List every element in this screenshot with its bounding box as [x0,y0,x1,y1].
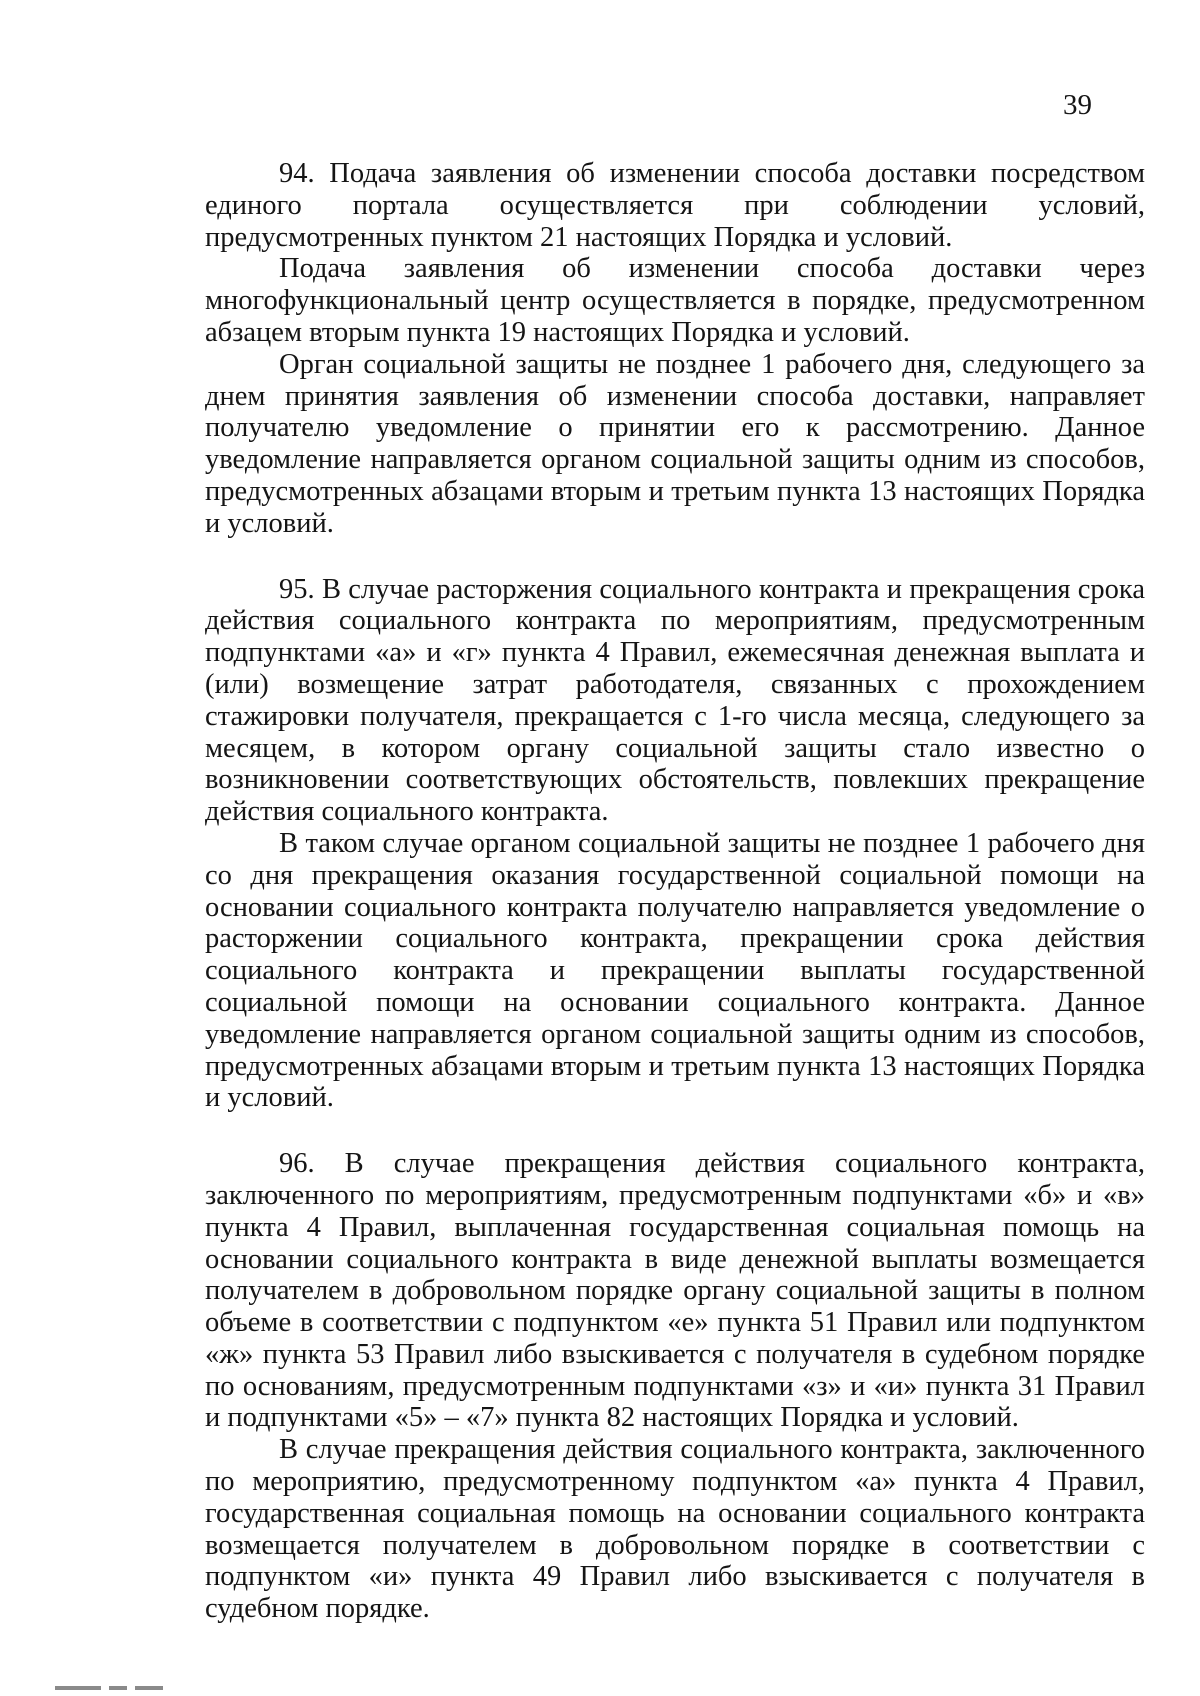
edge-mark-segment [109,1686,127,1690]
paragraph-94-3: Орган социальной защиты не позднее 1 рабочего дня, следующего за днем принятия заявления об изменении способа доставки, направляет получателю уведомление о принятии его к рассмотрению. Данное уведомление направляется органом социальной защиты одним из способов, предусмотренных абзацами вторым и третьим пункта 13 настоящих Порядка и условий. [205,348,1145,539]
paragraph-94-2: Подача заявления об изменении способа доставки через многофункциональный центр осуществляется в порядке, предусмотренном абзацем вторым пункта 19 настоящих Порядка и условий. [205,253,1145,348]
document-body [205,158,1145,1625]
page-edge-mark [55,1686,185,1691]
edge-mark-segment [135,1686,163,1690]
paragraph-96-1: 96. В случае прекращения действия социального контракта, заключенного по мероприятиям, предусмотренным подпунктами «б» и «в» пункта 4 Правил, выплаченная государственная социальная помощь на основании социального контракта в виде денежной выплаты возмещается получателем в добровольном порядке органу социальной защиты в полном объеме в соответствии с подпунктом «е» пункта 51 Правил или подпунктом «ж» пункта 53 Правил либо взыскивается с получателя в судебном порядке по основаниям, предусмотренным подпунктами «з» и «и» пункта 31 Правил и подпунктами «5» – «7» пункта 82 настоящих Порядка и условий. [205,1148,1145,1434]
edge-mark-segment [55,1686,101,1690]
paragraph-94-1: 94. Подача заявления об изменении способа доставки посредством единого портала осуществляется при соблюдении условий, предусмотренных пунктом 21 настоящих Порядка и условий. [205,158,1145,253]
paragraph-96-2: В случае прекращения действия социального контракта, заключенного по мероприятию, предусмотренному подпунктом «а» пункта 4 Правил, государственная социальная помощь на основании социального контракта возмещается получателем в добровольном порядке в соответствии с подпунктом «и» пункта 49 Правил либо взыскивается с получателя в судебном порядке. [205,1434,1145,1625]
paragraph-95-2: В таком случае органом социальной защиты не позднее 1 рабочего дня со дня прекращения оказания государственной социальной помощи на основании социального контракта получателю направляется уведомление о расторжении социального контракта, прекращении срока действия социального контракта и прекращении выплаты государственной социальной помощи на основании социального контракта. Данное уведомление направляется органом социальной защиты одним из способов, предусмотренных абзацами вторым и третьим пункта 13 настоящих Порядка и условий. [205,827,1145,1114]
paragraph-95-1: 95. В случае расторжения социального контракта и прекращения срока действия социального контракта по мероприятиям, предусмотренным подпунктами «а» и «г» пункта 4 Правил, ежемесячная денежная выплата и (или) возмещение затрат работодателя, связанных с прохождением стажировки получателя, прекращается с 1-го числа месяца, следующего за месяцем, в котором органу социальной защиты стало известно о возникновении соответствующих обстоятельств, повлекших прекращение действия социального контракта. [205,573,1145,828]
page-number: 39 [1063,89,1092,121]
